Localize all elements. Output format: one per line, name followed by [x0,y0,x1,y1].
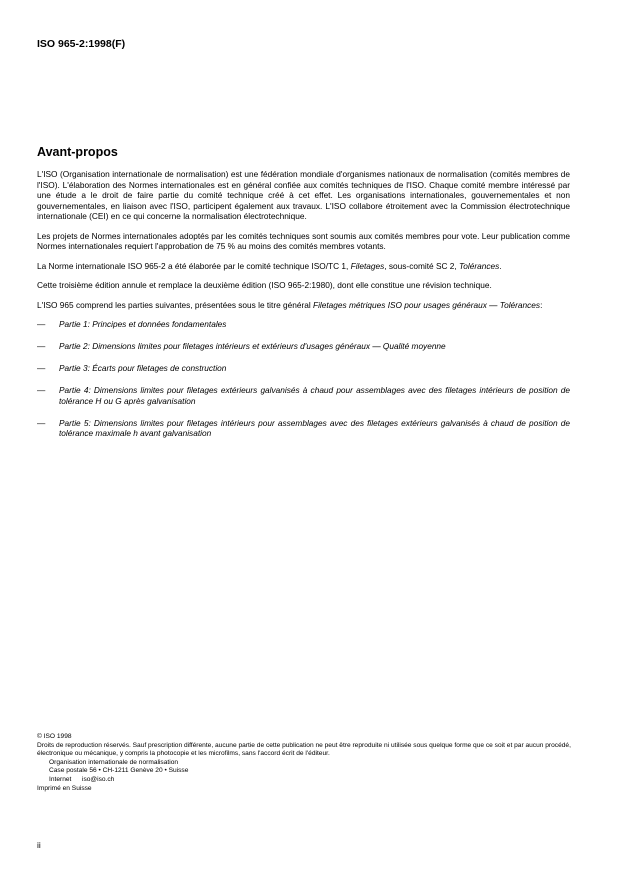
list-item [37,418,570,439]
internet-email: iso@iso.ch [82,775,115,783]
part-label: Partie 4: Dimensions limites pour filetages extérieurs galvanisés à chaud pour assemblages avec des filetages intérieurs de position de tolérance H ou G après galvanisation [59,385,570,406]
organisation-name: Organisation internationale de normalisation [49,758,179,766]
committee-name: Filetages [350,260,385,271]
copyright-line: © ISO 1998 [37,733,72,740]
parts-intro-end: : [540,299,543,310]
list-dash: — [37,417,46,428]
part-label: Partie 2: Dimensions limites pour filetages intérieurs et extérieurs d'usages généraux — Qualité moyenne [59,341,446,351]
list-item [37,385,570,406]
general-title: Filetages métriques ISO pour usages généraux — Tolérances [313,299,541,310]
paragraph-committee [37,261,570,272]
subcommittee-name: Tolérances [459,260,500,271]
list-dash: — [37,341,46,351]
committee-text: La Norme internationale ISO 965-2 a été élaborée par le comité technique ISO/TC 1, [37,260,351,271]
parts-list [37,319,570,439]
page-number: ii [37,840,41,850]
copyright-footer [37,733,577,793]
list-dash: — [37,319,46,329]
internet-label: Internet [49,775,72,783]
rights-notice: Droits de reproduction réservés. Sauf prescription différente, aucune partie de cette publication ne peut être reproduite ni utilisée sous quelque forme que ce soit et par aucun procédé, électronique ou mécanique, y compris la photocopie et les microfilms, sans l'accord écrit de l'éditeur. [37,741,571,758]
paragraph-parts-intro [37,300,570,311]
list-dash: — [37,363,46,373]
parts-intro-text: L'ISO 965 comprend les parties suivantes, présentées sous le titre général [37,299,313,310]
printed-in: Imprimé en Suisse [37,784,92,792]
paragraph-edition: Cette troisième édition annule et remplace la deuxième édition (ISO 965-2:1980), dont elle constitue une révision technique. [37,280,492,290]
paragraph-voting: Les projets de Normes internationales adoptés par les comités techniques sont soumis aux comités membres pour vote. Leur publication comme Normes internationales requiert l'approbation de 75 % au moins des comités membres votants. [37,230,570,251]
part-label: Partie 5: Dimensions limites pour filetages intérieurs pour assemblages avec des filetages extérieurs galvanisés à chaud de position de tolérance maximale h avant galvanisation [59,417,570,438]
internet-line [37,776,577,785]
paragraph-iso-description: L'ISO (Organisation internationale de normalisation) est une fédération mondiale d'organismes nationaux de normalisation (comités membres de l'ISO). L'élaboration des Normes internationales est en général confiée aux comités techniques de l'ISO. Chaque comité membre intéressé par une étude a le droit de faire partie du comité technique créé à cet effet. Les organisations internationales, gouvernementales et non gouvernementales, en liaison avec l'ISO, participent également aux travaux. L'ISO collabore étroitement avec la Commission électrotechnique internationale (CEI) en ce qui concerne la normalisation électrotechnique. [37,169,570,221]
committee-text-middle: , sous-comité SC 2, [384,260,459,271]
document-code: ISO 965-2:1998(F) [37,38,126,50]
list-item [37,363,570,374]
part-label: Partie 3: Écarts pour filetages de construction [59,363,227,373]
list-item [37,319,570,330]
postal-address: Case postale 56 • CH-1211 Genève 20 • Suisse [49,767,189,775]
list-dash: — [37,385,46,395]
part-label: Partie 1: Principes et données fondamentales [59,319,227,329]
committee-text-end: . [499,260,502,271]
list-item [37,341,570,352]
foreword-body [37,169,570,450]
section-title: Avant-propos [37,145,118,159]
